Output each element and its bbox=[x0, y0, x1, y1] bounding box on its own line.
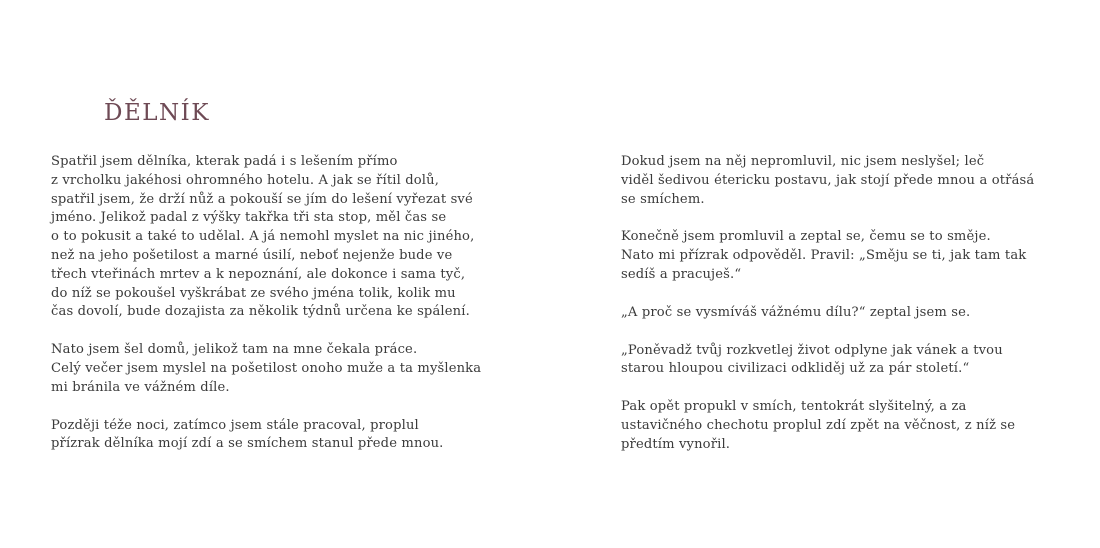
paragraph: Později téže noci, zatímco jsem stále pracoval, proplul přízrak dělníka mojí zdí a se smíchem stanul přede mnou. bbox=[51, 417, 444, 452]
right-text-block bbox=[621, 153, 1061, 455]
chapter-title: ĎĚLNÍK bbox=[104, 100, 210, 126]
paragraph: „A proč se vysmíváš vážnému dílu?“ zeptal jsem se. bbox=[621, 304, 971, 320]
right-page bbox=[550, 0, 1100, 548]
left-text-block bbox=[51, 153, 483, 454]
paragraph: Spatřil jsem dělníka, kterak padá i s lešením přímo z vrcholku jakéhosi ohromného hotelu. A jak se řítil dolů, spatřil jsem, že drží nůž a pokouší se jím do lešení vyřezat své jméno. Jelikož padal z výšky takřka tři sta stop, měl čas se o to pokusit a také to udělal. A já nemohl myslet na nic jiného, než na jeho pošetilost a marné úsilí, neboť nejenže bude ve třech vteřinách mrtev a k nepoznání, ale dokonce i sama tyč, do níž se pokoušel vyškrábat ze svého jména tolik, kolik mu čas dovolí, bude dozajista za několik týdnů určena ke spálení. bbox=[51, 154, 475, 320]
paragraph: Dokud jsem na něj nepromluvil, nic jsem neslyšel; leč viděl šedivou étericku postavu, jak stojí přede mnou a otřásá se smíchem. bbox=[621, 154, 1035, 207]
paragraph: Pak opět propukl v smích, tentokrát slyšitelný, a za ustavičného chechotu proplul zdí zpět na věčnost, z níž se předtím vynořil. bbox=[621, 399, 1016, 452]
paragraph: Nato jsem šel domů, jelikož tam na mne čekala práce. Celý večer jsem myslel na pošetilost onoho muže a ta myšlenka mi bránila ve vážném díle. bbox=[51, 342, 482, 395]
paragraph: Konečně jsem promluvil a zeptal se, čemu se to směje. Nato mi přízrak odpověděl. Pravil: „Směju se ti, jak tam tak sedíš a pracuješ.“ bbox=[621, 229, 1027, 282]
paragraph: „Poněvadž tvůj rozkvetlej život odplyne jak vánek a tvou starou hloupou civilizaci odkliděj už za pár století.“ bbox=[621, 342, 1003, 377]
